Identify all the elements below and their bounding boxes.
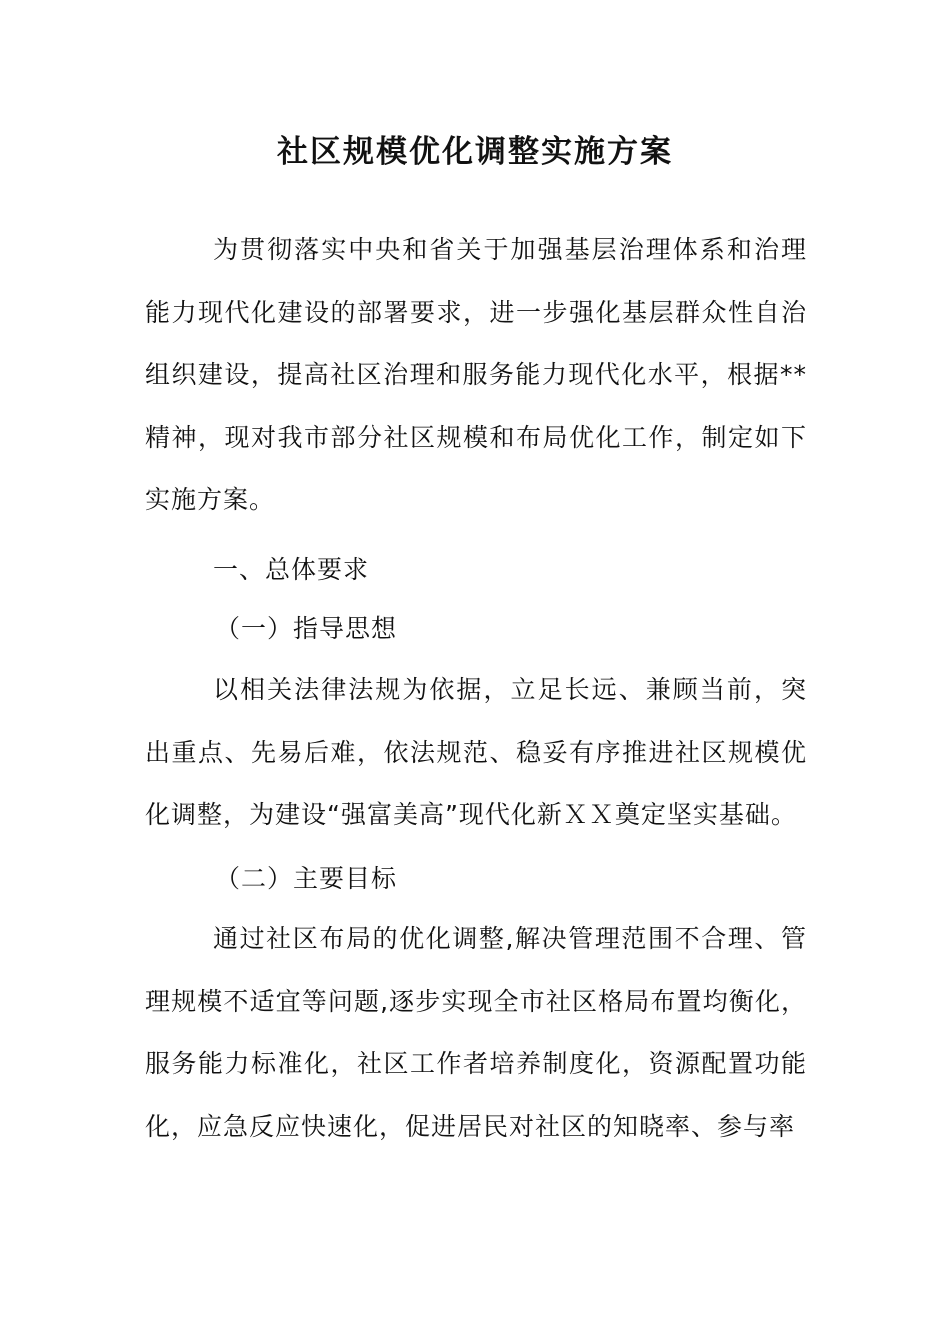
document-title: 社区规模优化调整实施方案 xyxy=(277,134,673,170)
main-goals-paragraph: 通过社区布局的优化调整,解决管理范围不合理、管理规模不适宜等问题,逐步实现全市社区格局布置均衡化，服务能力标准化，社区工作者培养制度化，资源配置功能化，应急反应快速化，促进居民对社区的知晓率、参与率 xyxy=(145,924,807,1141)
intro-paragraph: 为贯彻落实中央和省关于加强基层治理体系和治理能力现代化建设的部署要求，进一步强化基层群众性自治组织建设，提高社区治理和服务能力现代化水平，根据**精神，现对我市部分社区规模和布局优化工作，制定如下实施方案。 xyxy=(145,235,807,514)
section-heading-general-requirements: 一、总体要求 xyxy=(213,555,370,584)
subsection-heading-guiding-ideology: （一）指导思想 xyxy=(215,614,398,643)
subsection-heading-main-goals: （二）主要目标 xyxy=(215,864,398,893)
guiding-ideology-paragraph: 以相关法律法规为依据，立足长远、兼顾当前，突出重点、先易后难，依法规范、稳妥有序推进社区规模优化调整，为建设“强富美高”现代化新ＸＸ奠定坚实基础。 xyxy=(145,675,807,829)
